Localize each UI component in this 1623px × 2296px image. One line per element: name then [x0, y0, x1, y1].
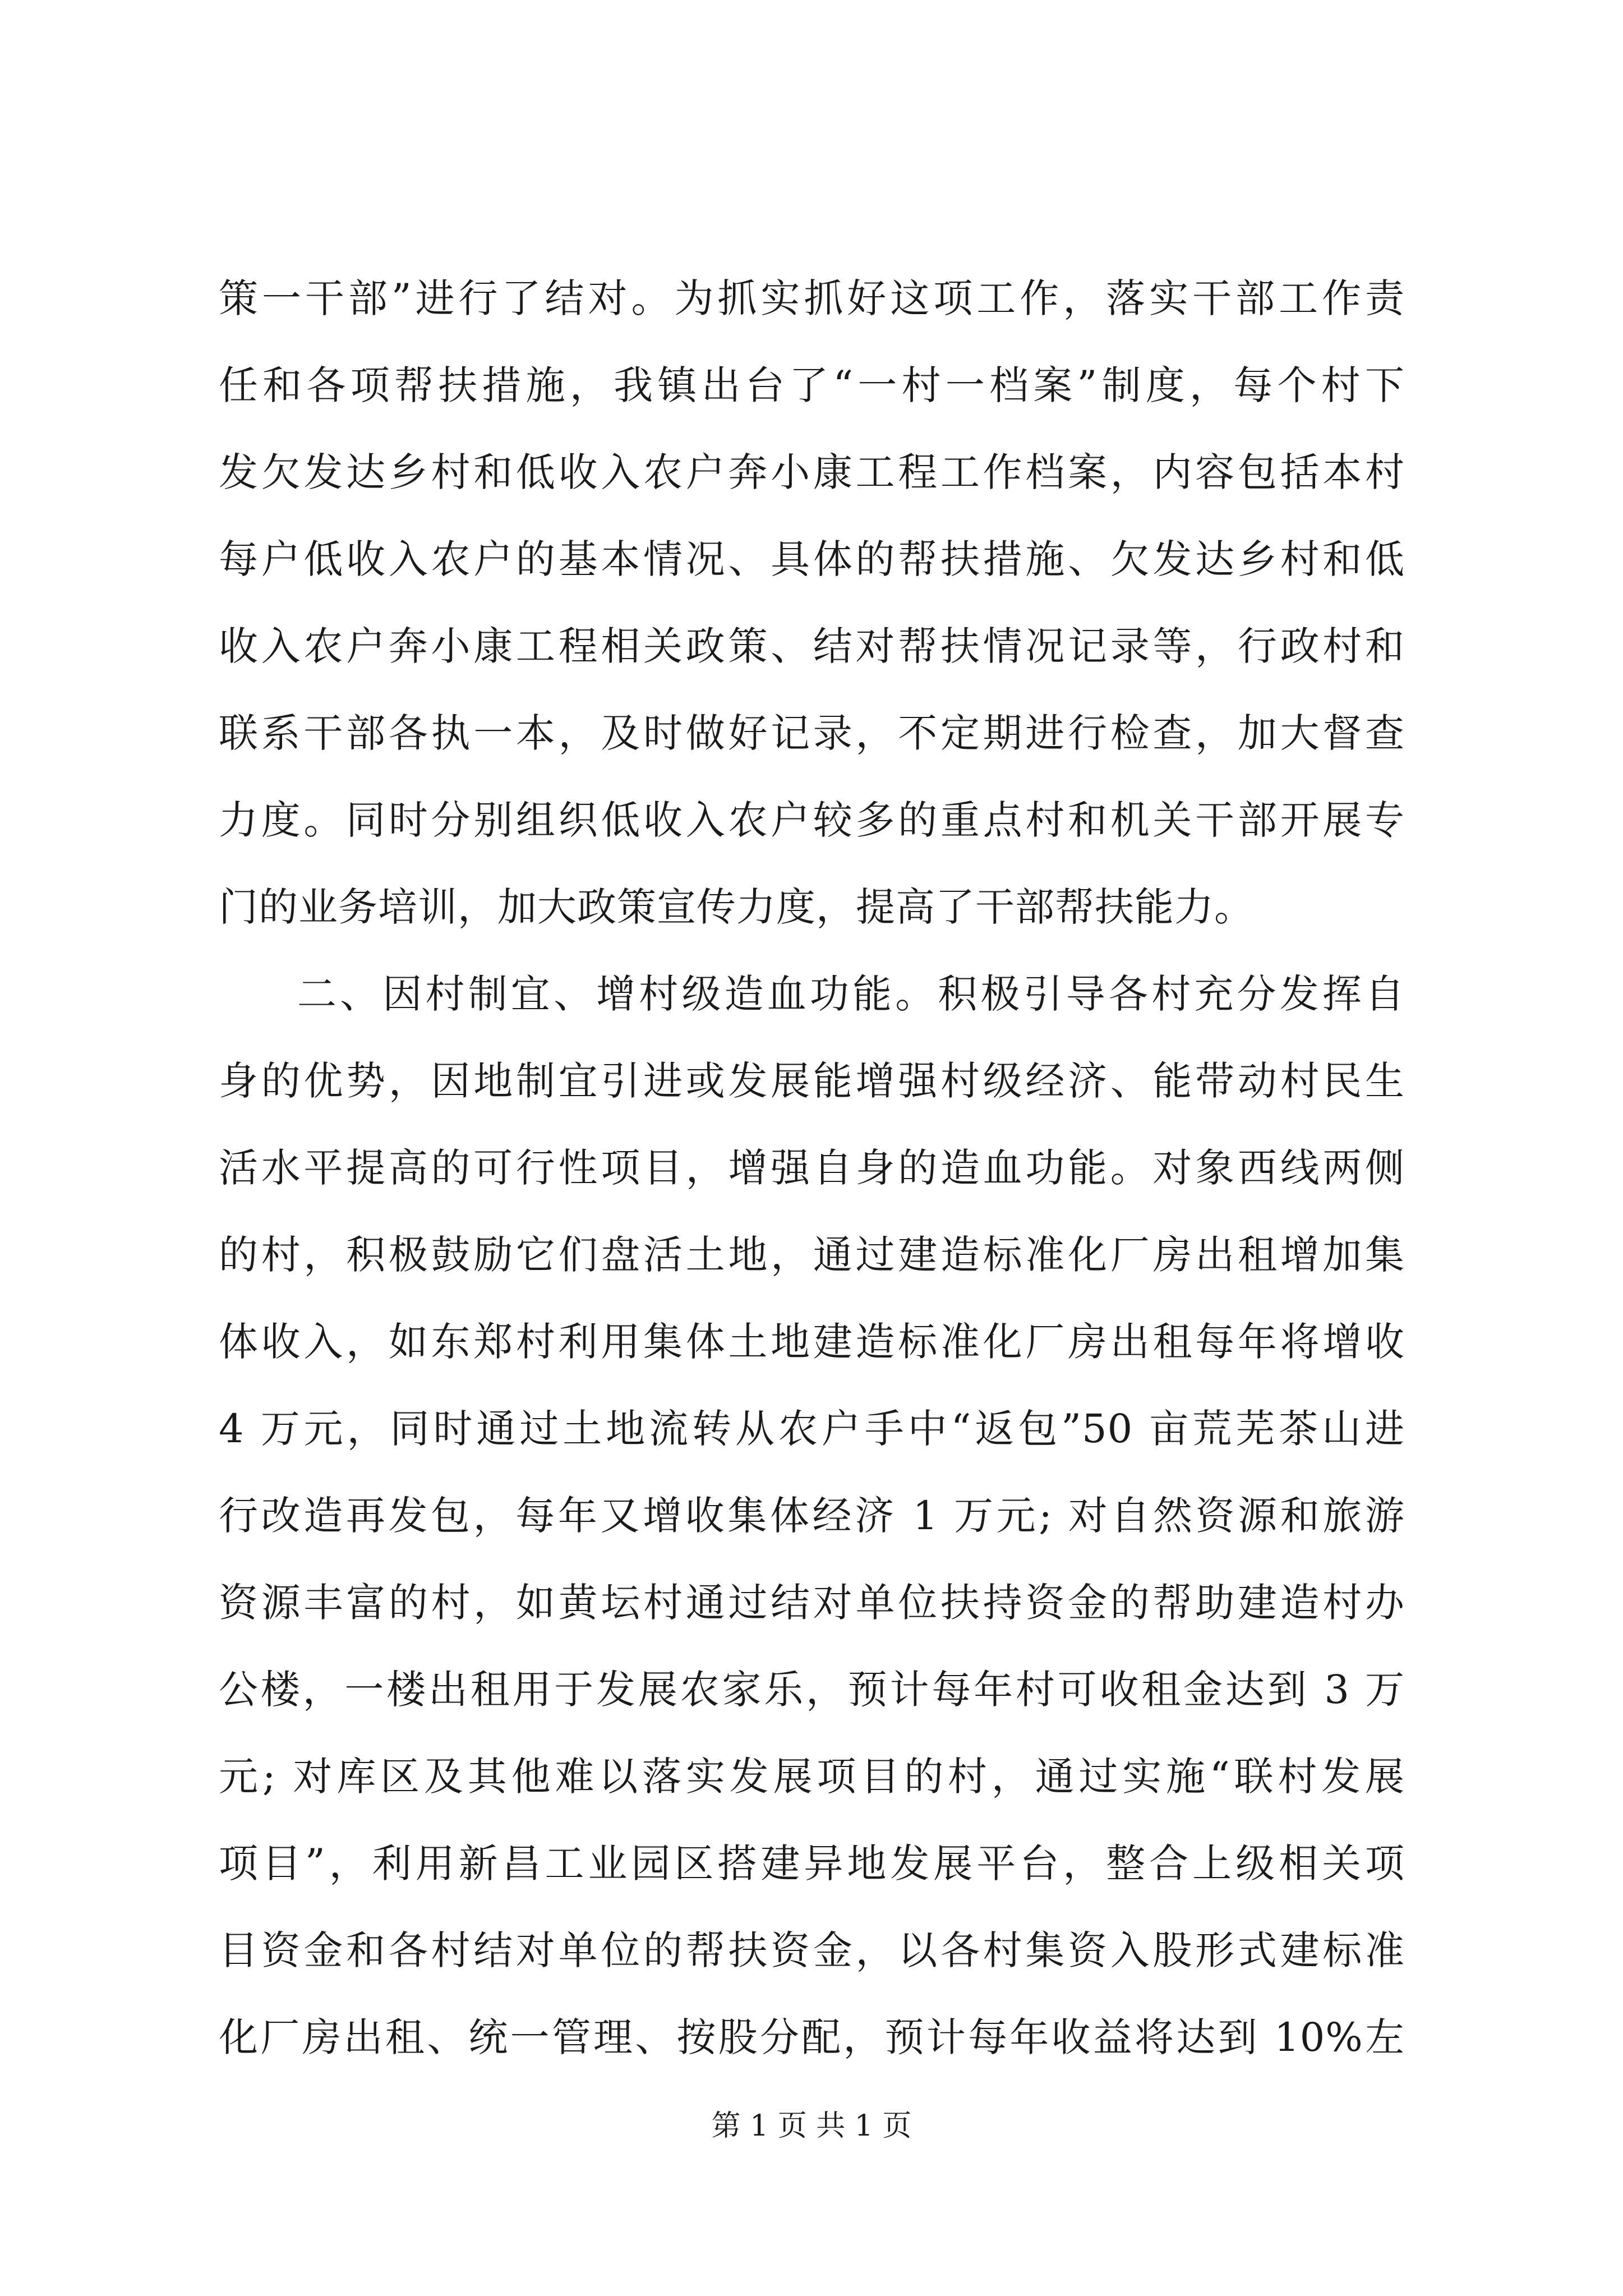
text-line: 目资金和各村结对单位的帮扶资金，以各村集资入股形式建标准 — [219, 1927, 1405, 1973]
text-line: 门的业务培训，加大政策宣传力度，提高了干部帮扶能力。 — [219, 884, 1254, 930]
text-line: 发欠发达乡村和低收入农户奔小康工程工作档案，内容包括本村 — [219, 449, 1405, 495]
text-line: 公楼，一楼出租用于发展农家乐，预计每年村可收租金达到 3 万 — [219, 1667, 1405, 1713]
text-line: 的村，积极鼓励它们盘活土地，通过建造标准化厂房出租增加集 — [219, 1232, 1405, 1278]
text-line: 力度。同时分别组织低收入农户较多的重点村和机关干部开展专 — [219, 797, 1405, 843]
paragraph-first-line: 二、因村制宜、增村级造血功能。积极引导各村充分发挥自 — [297, 971, 1405, 1017]
text-line: 每户低收入农户的基本情况、具体的帮扶措施、欠发达乡村和低 — [219, 536, 1405, 582]
text-line: 资源丰富的村，如黄坛村通过结对单位扶持资金的帮助建造村办 — [219, 1580, 1405, 1626]
text-line: 行改造再发包，每年又增收集体经济 1 万元; 对自然资源和旅游 — [219, 1493, 1405, 1539]
text-line: 收入农户奔小康工程相关政策、结对帮扶情况记录等，行政村和 — [219, 623, 1405, 669]
page-number-footer: 第 1 页 共 1 页 — [711, 2109, 912, 2143]
text-line: 元; 对库区及其他难以落实发展项目的村，通过实施“联村发展 — [219, 1754, 1405, 1800]
text-line: 体收入，如东郑村利用集体土地建造标准化厂房出租每年将增收 — [219, 1319, 1405, 1365]
text-line: 化厂房出租、统一管理、按股分配，预计每年收益将达到 10%左 — [219, 2014, 1405, 2060]
text-line: 任和各项帮扶措施，我镇出台了“一村一档案”制度，每个村下 — [219, 362, 1405, 408]
text-line: 策一干部”进行了结对。为抓实抓好这项工作，落实干部工作责 — [219, 275, 1405, 321]
text-line: 活水平提高的可行性项目，增强自身的造血功能。对象西线两侧 — [219, 1145, 1405, 1191]
text-line: 4 万元，同时通过土地流转从农户手中“返包”50 亩荒芜茶山进 — [219, 1406, 1405, 1452]
text-line: 项目”，利用新昌工业园区搭建异地发展平台，整合上级相关项 — [219, 1841, 1405, 1887]
document-body — [219, 255, 1405, 2081]
text-line: 身的优势，因地制宜引进或发展能增强村级经济、能带动村民生 — [219, 1058, 1405, 1104]
text-line: 联系干部各执一本，及时做好记录，不定期进行检查，加大督查 — [219, 710, 1405, 756]
